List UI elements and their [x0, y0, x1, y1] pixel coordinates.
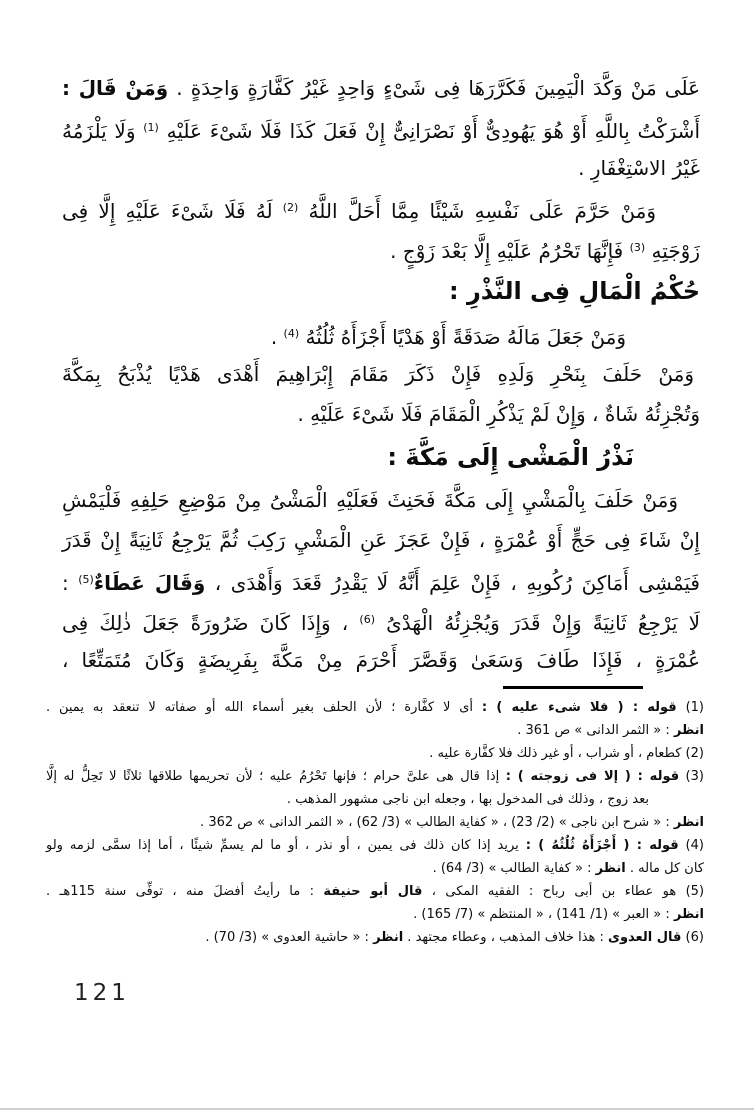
- footnote-line: بعد زوج ، وذلك فى المدخول بها ، وجعله ابن ناجى مشهور المذهب .: [286, 792, 649, 807]
- main-text-line: عَلَى مَنْ وَكَّدَ الْيَمِينَ فَكَرَّرَهَا فِى شَىْءٍ وَاحِدٍ غَيْرُ كَفَّارَةٍ وَاحِدَةٍ . وَمَنْ قَالَ :: [62, 76, 700, 100]
- footnote-separator: [503, 686, 643, 689]
- footnote-line: انظر : « شرح ابن ناجى » (2/ 23) ، « كفاية الطالب » (3/ 62) ، « الثمر الدانى » ص 362 .: [200, 815, 704, 830]
- main-text-line: إِنْ شَاءَ فِى حَجٍّ أَوْ عُمْرَةٍ ، فَإِنْ عَجَزَ عَنِ الْمَشْيِ رَكِبَ ثُمَّ يَرْجِعُ ثَانِيَةً إِنْ قَدَرَ: [62, 528, 700, 552]
- main-text-line: وَمَنْ حَلَفَ بِنَحْرِ وَلَدِهِ فَإِنْ ذَكَرَ مَقَامَ إِبْرَاهِيمَ أَهْدَى هَدْيًا يُذْبَحُ بِمَكَّةَ: [62, 362, 694, 386]
- footnote-line: كان كل ماله . انظر : « كفاية الطالب » (3/ 64) .: [432, 861, 704, 876]
- footnote-line: (1) قوله : ( فلا شىء عليه ) : أى لا كفَّارة ؛ لأن الحلف بغير أسماء الله أو صفاته لا تنعقد به يمين .: [46, 700, 704, 715]
- section-heading: نَذْرُ الْمَشْى إِلَى مَكَّةَ :: [387, 443, 634, 471]
- main-text-line: وَمَنْ جَعَلَ مَالَهُ صَدَقَةً أَوْ هَدْيًا أَجْزَأَهُ ثُلُثُهُ $^{(4)}$ .: [270, 325, 626, 349]
- footnote-line: (6) قال العدوى : هذا خلاف المذهب ، وعطاء مجتهد . انظر : « حاشية العدوى » (3/ 70) .: [205, 930, 704, 945]
- main-text-line: وَمَنْ حَلَفَ بِالْمَشْيِ إِلَى مَكَّةَ فَحَنِثَ فَعَلَيْهِ الْمَشْىُ مِنْ مَوْضِعِ حَلِفِهِ فَلْيَمْشِ: [62, 488, 678, 512]
- footnote-line: (5) هو عطاء بن أبى رباح : الفقيه المكى ، قال أبو حنيفة : ما رأيتُ أفضلَ منه ، توفِّى سنة 115هـ .: [46, 884, 705, 899]
- main-text-line: زَوْجَتِهِ $^{(3)}$ فَإِنَّهَا تَحْرُمُ عَلَيْهِ إِلَّا بَعْدَ زَوْجٍ .: [390, 239, 700, 263]
- main-text-line: وَمَنْ حَرَّمَ عَلَى نَفْسِهِ شَيْئًا مِمَّا أَحَلَّ اللَّهُ $^{(2)}$ لَهُ فَلَا شَىْءَ عَلَيْهِ إِلَّا فِى: [62, 199, 657, 223]
- section-heading: حُكْمُ الْمَالِ فِى النَّذْرِ :: [449, 277, 700, 305]
- main-text-line: غَيْرُ الاسْتِغْفَارِ .: [578, 156, 700, 180]
- footnote-line: انظر : « العبر » (1/ 141) ، « المنتظم » (7/ 165) .: [413, 907, 704, 922]
- main-text-line: وَتُجْزِئُهُ شَاةٌ ، وَإِنْ لَمْ يَذْكُرِ الْمَقَامَ فَلَا شَىْءَ عَلَيْهِ .: [297, 402, 700, 426]
- footnote-line: (2) كطعام ، أو شراب ، أو غير ذلك فلا كفَّارة عليه .: [429, 746, 704, 761]
- main-text-line: لَا يَرْجِعُ ثَانِيَةً وَإِنْ قَدَرَ وَيُجْزِئُهُ الْهَدْىُ $^{(6)}$ ، وَإِذَا كَانَ ضَرُورَةً جَعَلَ ذٰلِكَ فِى: [62, 611, 700, 635]
- main-text-line: أَشْرَكْتُ بِاللَّهِ أَوْ هُوَ يَهُودِىٌّ أَوْ نَصْرَانِىٌّ إِنْ فَعَلَ كَذَا فَلَا شَىْءَ عَلَيْهِ $^{(1)}$ وَلَا يَلْزَمُهُ: [62, 119, 701, 143]
- footnote-line: (3) قوله : ( إلا فى زوجته ) : إذا قال هى علىَّ حرام ؛ فإنها تَحْرُمُ عليه ؛ لأن تحريمها طلاقها ثلاثًا لا تَحِلُّ له إلَّا: [46, 769, 704, 784]
- main-text-line: فَيَمْشِى أَمَاكِنَ رُكُوبِهِ ، فَإِنْ عَلِمَ أَنَّهُ لَا يَقْدِرُ قَعَدَ وَأَهْدَى ، وَقَالَ عَطَاءٌ$^{(5)}$ :: [62, 571, 700, 595]
- footnotes: [0, 696, 754, 949]
- footnote-line: (4) قوله : ( أَجْزَأَهُ ثُلُثُهُ ) : يريد إذا كان ذلك فى يمين ، أو نذر ، أو ما لم يسمِّ شيئًا ، أما إذا سمَّى لزمه ولو: [46, 838, 704, 853]
- page-number: 121: [74, 980, 130, 1006]
- footnote-line: انظر : « الثمر الدانى » ص 361 .: [517, 723, 704, 738]
- main-text-line: عُمْرَةٍ ، فَإِذَا طَافَ وَسَعَىٰ وَقَصَّرَ أَحْرَمَ مِنْ مَكَّةَ بِفَرِيضَةٍ وَكَانَ مُتَمَتِّعًا ،: [62, 648, 700, 672]
